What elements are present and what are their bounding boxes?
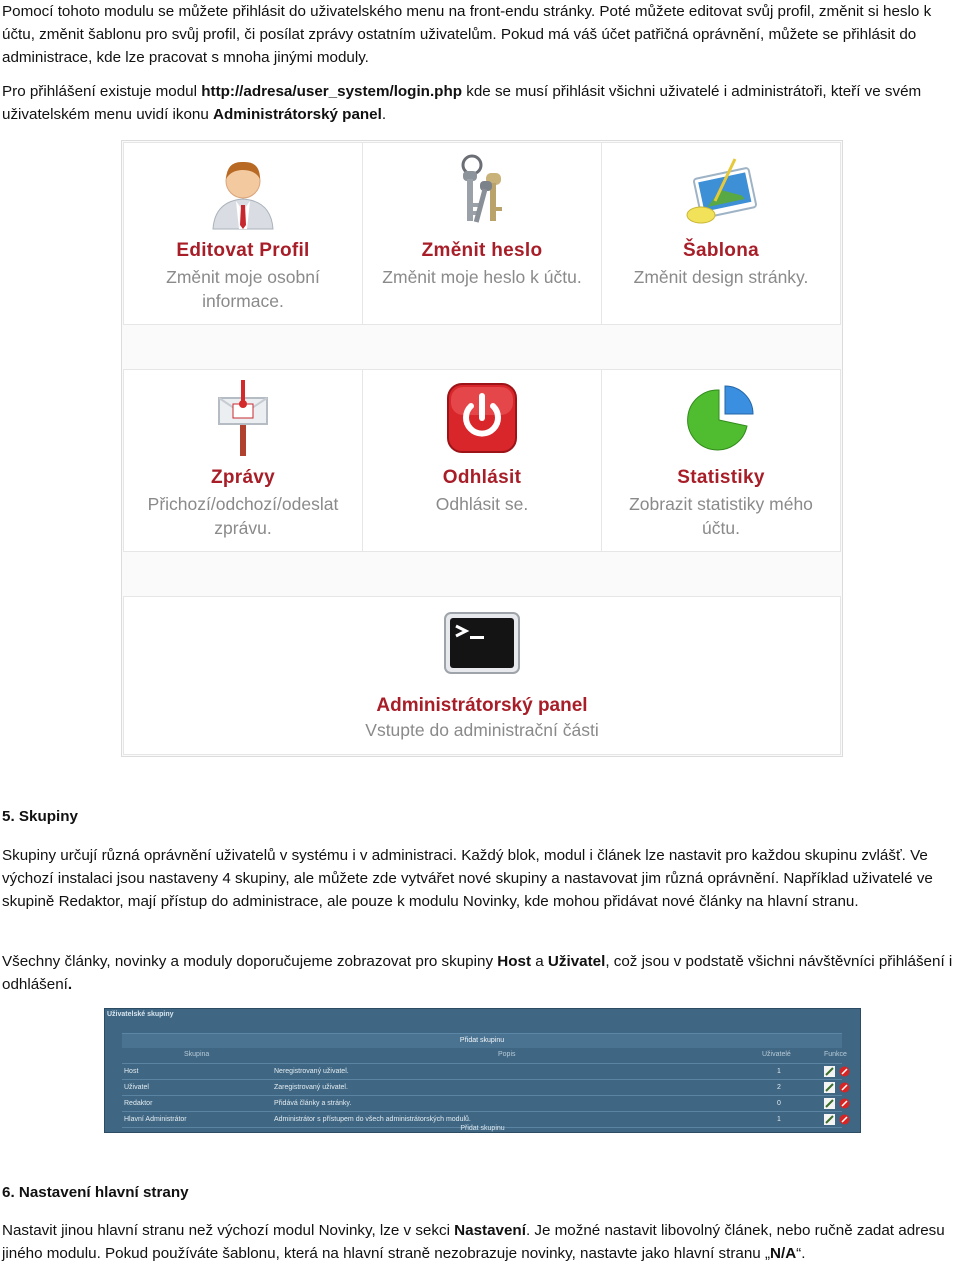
statistics-title: Statistiky	[677, 467, 765, 488]
row-desc: Zaregistrovaný uživatel.	[274, 1084, 348, 1091]
groups-table-title: Uživatelské skupiny	[107, 1011, 174, 1018]
row-users: 2	[777, 1084, 781, 1091]
header-users: Uživatelé	[762, 1051, 791, 1058]
login-text-c: .	[381, 106, 387, 123]
mailbox-icon	[203, 378, 283, 458]
section-5-heading: 5. Skupiny	[2, 808, 78, 825]
table-row	[122, 1096, 842, 1112]
login-text-b: kde se musí přihlásit všichni uživatelé i administrátoři, kteří ve svém uživatelském menu uvidí ikonu	[2, 83, 922, 123]
section-5-paragraph: Skupiny určují různá oprávnění uživatelů v systému i v administraci. Každý blok, modul i článek lze nastavit pro každou skupinu zvlášť. Ve výchozí instalaci jsou nastaveny 4 skupiny, ale můžete zde vytvářet nové skupiny a nastavovat jim různá oprávnění. Například uživatelé ve skupině Redaktor, mají přístup do administrace, ale pouze k modulu Novinky, kde mohou přidávat nové články na hlavní stranu.	[2, 847, 933, 910]
messages-desc: Přichozí/odchozí/odeslat zprávu.	[147, 494, 339, 538]
group-host-mention: Host	[497, 953, 532, 970]
user-menu-panel	[121, 140, 843, 757]
row-group: Hlavní Administrátor	[124, 1116, 187, 1123]
table-row	[122, 1064, 842, 1080]
group-user-mention: Uživatel	[547, 953, 606, 970]
table-row	[122, 1080, 842, 1096]
statistics-desc: Zobrazit statistiky mého účtu.	[629, 494, 813, 538]
row-desc: Přidává články a stránky.	[274, 1100, 352, 1107]
delete-icon[interactable]	[839, 1082, 850, 1093]
login-text-a: Pro přihlášení existuje modul	[2, 83, 202, 100]
s6-text-a: Nastavit jinou hlavní stranu než výchozí modul Novinky, lze v sekci	[2, 1222, 455, 1239]
delete-icon[interactable]	[839, 1098, 850, 1109]
admin-panel-title: Administrátorský panel	[376, 695, 588, 716]
template-desc: Změnit design stránky.	[633, 267, 809, 287]
edit-icon[interactable]	[824, 1114, 835, 1125]
admin-panel-desc: Vstupte do administrační části	[365, 720, 599, 740]
s5-text-c: , což jsou v podstatě všichni návštěvníci přihlášení i odhlášení	[2, 953, 953, 993]
row-desc: Neregistrovaný uživatel.	[274, 1068, 349, 1075]
login-url: http://adresa/user_system/login.php	[201, 83, 463, 100]
section-5-paragraph-2	[2, 950, 958, 996]
admin-panel-mention: Administrátorský panel	[213, 106, 382, 123]
s6-text-c: “.	[796, 1245, 806, 1262]
row-group: Redaktor	[124, 1100, 153, 1107]
messages-title: Zprávy	[210, 467, 276, 488]
s5-text-d: .	[67, 976, 73, 993]
add-group-bottom-button[interactable]: Přidat skupinu	[460, 1125, 505, 1132]
edit-profile-desc: Změnit moje osobní informace.	[166, 267, 320, 311]
delete-icon[interactable]	[839, 1114, 850, 1125]
messages-tile[interactable]	[123, 369, 363, 552]
terminal-icon	[444, 612, 520, 674]
header-desc: Popis	[498, 1051, 516, 1058]
table-header-row	[122, 1048, 847, 1064]
row-users: 0	[777, 1100, 781, 1107]
keys-icon	[442, 151, 522, 231]
change-password-desc: Změnit moje heslo k účtu.	[382, 267, 582, 287]
logout-title: Odhlásit	[442, 467, 522, 488]
s5-text-a: Všechny články, novinky a moduly doporučujeme zobrazovat pro skupiny	[2, 953, 498, 970]
edit-profile-tile[interactable]	[123, 142, 363, 325]
admin-panel-tile[interactable]	[123, 596, 841, 755]
edit-icon[interactable]	[824, 1082, 835, 1093]
row-users: 1	[777, 1116, 781, 1123]
intro-paragraph: Pomocí tohoto modulu se můžete přihlásit do uživatelského menu na front-endu stránky. Poté můžete editovat svůj profil, změnit si heslo k účtu, změnit šablonu pro svůj profil, či posílat zprávy ostatním uživatelům. Pokud má váš účet patřičná oprávnění, můžete se přihlásit do administrace, kde lze pracovat s mnoha jinými moduly.	[2, 3, 932, 66]
logout-desc: Odhlásit se.	[435, 494, 529, 514]
user-groups-table	[104, 1008, 861, 1133]
template-paint-icon	[681, 151, 761, 231]
edit-icon[interactable]	[824, 1066, 835, 1077]
template-title: Šablona	[682, 240, 759, 261]
settings-mention: Nastavení	[454, 1222, 526, 1239]
power-icon	[442, 378, 522, 458]
change-password-tile[interactable]	[362, 142, 602, 325]
row-group: Host	[124, 1068, 139, 1075]
template-tile[interactable]	[601, 142, 841, 325]
edit-icon[interactable]	[824, 1098, 835, 1109]
add-group-button[interactable]: Přidat skupinu	[122, 1033, 842, 1048]
delete-icon[interactable]	[839, 1066, 850, 1077]
row-desc: Administrátor s přístupem do všech administrátorských modulů.	[274, 1116, 471, 1123]
section-6-paragraph	[2, 1219, 958, 1265]
s6-text-b: . Je možné nastavit libovolný článek, nebo ručně zadat adresu jiného modulu. Pokud používáte šablonu, která na hlavní straně nezobrazuje novinky, nastavte jako hlavní stranu „	[2, 1222, 945, 1262]
s5-text-b: a	[531, 953, 548, 970]
section-6-heading: 6. Nastavení hlavní strany	[2, 1184, 189, 1201]
login-paragraph	[2, 80, 958, 126]
row-users: 1	[777, 1068, 781, 1075]
header-func: Funkce	[824, 1051, 847, 1058]
pie-chart-icon	[681, 378, 761, 458]
header-group: Skupina	[184, 1051, 210, 1058]
na-mention: N/A	[770, 1245, 797, 1262]
edit-profile-title: Editovat Profil	[176, 240, 310, 261]
logout-tile[interactable]	[362, 369, 602, 552]
statistics-tile[interactable]	[601, 369, 841, 552]
user-profile-icon	[203, 151, 283, 231]
change-password-title: Změnit heslo	[421, 240, 543, 261]
row-group: Uživatel	[124, 1084, 149, 1091]
